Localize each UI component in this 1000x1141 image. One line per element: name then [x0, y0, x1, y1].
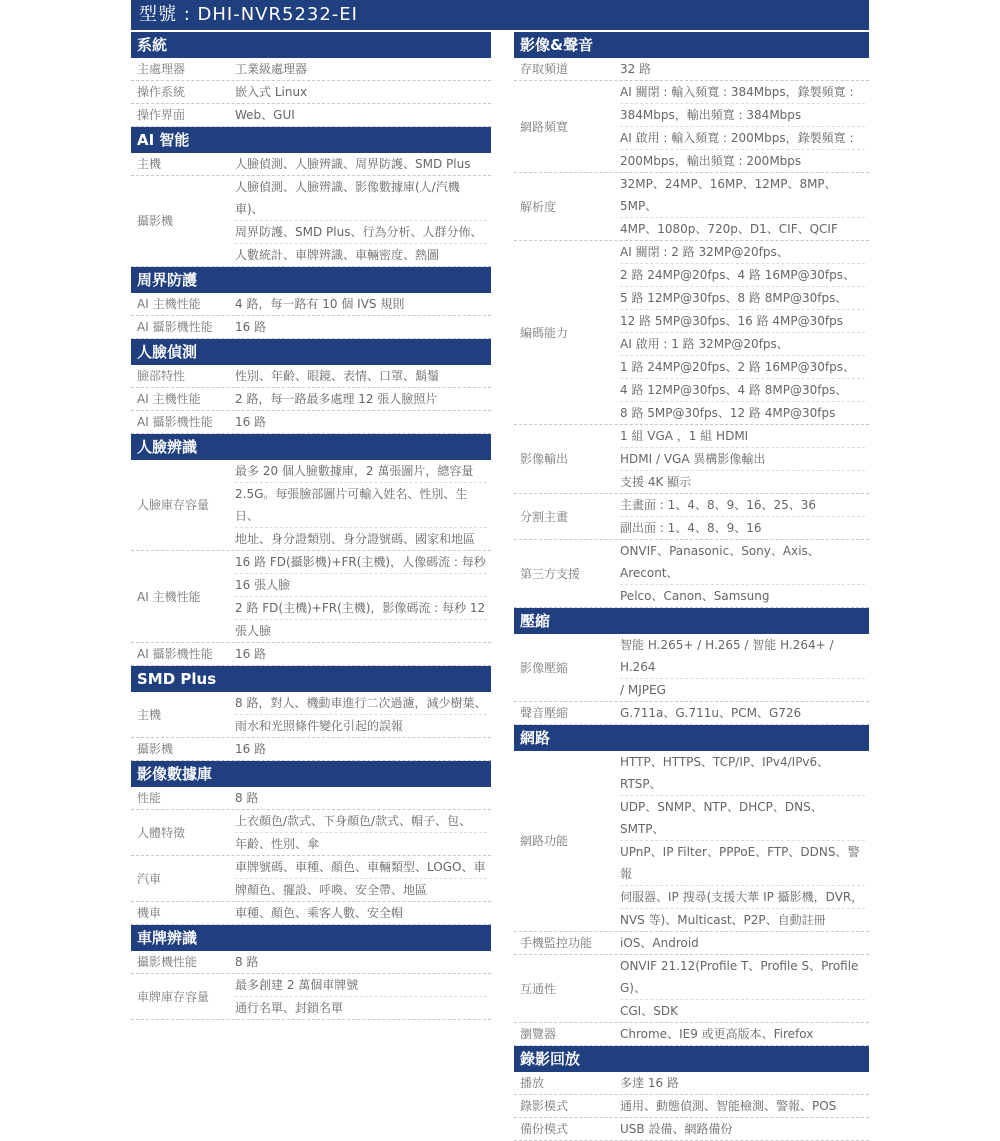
spec-value-line: 32 路 — [620, 62, 652, 76]
spec-row — [131, 551, 491, 643]
spec-value-line: ONVIF 21.12(Profile T、Profile S、Profile G)、 — [620, 955, 865, 1000]
spec-label: 主機 — [137, 707, 162, 722]
spec-value-line: 張人臉 — [235, 624, 272, 638]
spec-label: 性能 — [137, 791, 162, 805]
spec-label: AI 攝影機性能 — [137, 415, 213, 429]
spec-row — [514, 702, 869, 725]
spec-label: 存取頻道 — [520, 62, 569, 76]
spec-value — [235, 810, 491, 855]
spec-value — [620, 702, 869, 724]
spec-label: 備份模式 — [520, 1122, 569, 1136]
spec-value-line: CGI、SDK — [620, 1004, 678, 1018]
spec-value-line: 工業級處理器 — [235, 62, 308, 76]
spec-value-line: 8 路，對人、機動車進行二次過濾，減少樹葉、 — [235, 692, 487, 715]
spec-value — [235, 692, 491, 737]
spec-value-line: 性別、年齡、眼鏡、表情、口罩、鬍鬚 — [235, 369, 440, 383]
spec-label: AI 主機性能 — [137, 392, 201, 406]
spec-value — [235, 787, 491, 809]
model-title: 型號 : DHI-NVR5232-EI — [139, 4, 358, 25]
spec-label: 錄影模式 — [520, 1099, 569, 1113]
spec-label: 分割主畫 — [520, 509, 569, 524]
spec-value — [620, 58, 869, 80]
spec-label: 解析度 — [520, 199, 557, 214]
spec-value-line: 車牌號碼、車種、顏色、車輛類型、LOGO、車 — [235, 856, 487, 879]
spec-value-line: AI 關閉 : 輸入頻寬 : 384Mbps，錄製頻寬 : — [620, 81, 865, 104]
spec-row — [131, 738, 491, 761]
spec-label: 人臉庫存容量 — [137, 498, 210, 512]
spec-value — [235, 293, 491, 315]
spec-value-line: ONVIF、Panasonic、Sony、Axis、Arecont、 — [620, 540, 865, 585]
spec-value-line: UDP、SNMP、NTP、DHCP、DNS、SMTP、 — [620, 796, 865, 841]
spec-row — [514, 173, 869, 241]
spec-value-line: 16 路 FD(攝影機)+FR(主機)，人像碼流 : 每秒 — [235, 551, 487, 574]
section-header: AI 智能 — [131, 127, 491, 153]
spec-label: 臉部特性 — [137, 369, 186, 383]
spec-label: 操作系統 — [137, 85, 186, 99]
spec-label: 主處理器 — [137, 62, 186, 76]
section-header: 網路 — [514, 725, 869, 751]
spec-row — [131, 951, 491, 974]
spec-label: 攝影機 — [137, 214, 174, 228]
spec-label: 編碼能力 — [520, 325, 569, 340]
spec-value-line: 16 張人臉 — [235, 574, 487, 597]
spec-row — [131, 810, 491, 856]
spec-value — [235, 58, 491, 80]
right-column — [514, 32, 869, 1141]
spec-value — [620, 751, 869, 931]
spec-value-line: 嵌入式 Linux — [235, 85, 308, 99]
spec-row — [131, 153, 491, 176]
spec-value-line: 4 路 12MP@30fps、4 路 8MP@30fps、 — [620, 379, 865, 402]
spec-value — [235, 551, 491, 642]
spec-label: 人體特徵 — [137, 825, 186, 840]
spec-row — [131, 787, 491, 810]
spec-value — [235, 316, 491, 338]
spec-row — [131, 58, 491, 81]
spec-value-line: 牌顏色、擺設、呼喚、安全帶、地區 — [235, 883, 428, 897]
spec-row — [131, 293, 491, 316]
spec-value — [235, 643, 491, 665]
section-header: 錄影回放 — [514, 1046, 869, 1072]
spec-value — [620, 1095, 869, 1117]
spec-value — [235, 176, 491, 266]
spec-label: 瀏覽器 — [520, 1027, 557, 1041]
spec-label: 攝影機性能 — [137, 955, 198, 969]
spec-value-line: AI 啟用 : 1 路 32MP@20fps、 — [620, 333, 865, 356]
spec-value-line: 支援 4K 顯示 — [620, 475, 692, 489]
spec-label: AI 攝影機性能 — [137, 320, 213, 334]
spec-label: 影像輸出 — [520, 452, 569, 466]
spec-row — [514, 751, 869, 932]
spec-value — [620, 634, 869, 701]
spec-row — [514, 425, 869, 494]
spec-value-line: HTTP、HTTPS、TCP/IP、IPv4/IPv6、RTSP、 — [620, 751, 865, 796]
spec-value-line: 8 路 — [235, 955, 259, 969]
spec-row — [514, 494, 869, 540]
spec-value — [235, 411, 491, 433]
spec-value — [620, 540, 869, 607]
spec-row — [131, 974, 491, 1020]
spec-value-line: 8 路 5MP@30fps、12 路 4MP@30fps — [620, 406, 836, 420]
spec-value-line: 2.5G。每張臉部圖片可輸入姓名、性別、生日、 — [235, 483, 487, 528]
model-title-bar — [131, 0, 869, 30]
spec-value-line: 人臉偵測、人臉辨識、周界防護、SMD Plus — [235, 157, 471, 171]
spec-value-line: 周界防護、SMD Plus、行為分析、人群分佈、 — [235, 221, 487, 244]
spec-value-line: 2 路 24MP@20fps、4 路 16MP@30fps、 — [620, 264, 865, 287]
spec-value — [235, 153, 491, 175]
spec-row — [131, 902, 491, 925]
spec-row — [131, 365, 491, 388]
spec-value — [235, 460, 491, 550]
spec-label: AI 主機性能 — [137, 589, 201, 604]
spec-value-line: 人臉偵測、人臉辨識、影像數據庫(人/汽機車)、 — [235, 176, 487, 221]
section-header: 壓縮 — [514, 608, 869, 634]
spec-row — [514, 1095, 869, 1118]
spec-row — [514, 1118, 869, 1141]
spec-value-line: 副出面 : 1、4、8、9、16 — [620, 521, 762, 535]
spec-value — [235, 951, 491, 973]
section-header: 車牌辨識 — [131, 925, 491, 951]
spec-row — [514, 1072, 869, 1095]
spec-value-line: AI 啟用 : 輸入頻寬 : 200Mbps，錄製頻寬 : — [620, 127, 865, 150]
spec-label: AI 攝影機性能 — [137, 647, 213, 661]
spec-row — [514, 241, 869, 425]
spec-value — [620, 932, 869, 954]
spec-value-line: 16 路 — [235, 742, 267, 756]
spec-value-line: 人數統計、車牌辨識、車輛密度、熱圖 — [235, 248, 440, 262]
section-header: 系統 — [131, 32, 491, 58]
spec-row — [514, 634, 869, 702]
spec-label: 互通性 — [520, 981, 557, 996]
spec-value — [620, 81, 869, 172]
spec-value-line: 地址、身分證類別、身分證號碼、國家和地區 — [235, 532, 476, 546]
section-header: 影像數據庫 — [131, 761, 491, 787]
spec-row — [131, 316, 491, 339]
spec-value — [235, 738, 491, 760]
spec-row — [514, 81, 869, 173]
spec-label: 網路功能 — [520, 834, 569, 848]
spec-value-line: 雨水和光照條件變化引起的誤報 — [235, 719, 404, 733]
spec-value — [620, 1118, 869, 1140]
spec-value-line: 最多創建 2 萬個車牌號 — [235, 974, 487, 997]
spec-label: 操作界面 — [137, 108, 186, 122]
spec-value-line: 伺服器、IP 搜尋(支援大華 IP 攝影機，DVR， — [620, 886, 865, 909]
spec-row — [514, 932, 869, 955]
spec-value-line: 年齡、性別、傘 — [235, 837, 320, 851]
spec-row — [131, 176, 491, 267]
spec-value-line: 16 路 — [235, 415, 267, 429]
section-header: 人臉辨識 — [131, 434, 491, 460]
spec-value-line: HDMI / VGA 異構影像輸出 — [620, 448, 865, 471]
spec-label: 手機監控功能 — [520, 936, 593, 950]
section-header: 人臉偵測 — [131, 339, 491, 365]
spec-value-line: iOS、Android — [620, 936, 699, 950]
spec-value — [620, 173, 869, 240]
spec-value — [235, 856, 491, 901]
spec-value-line: 主畫面 : 1、4、8、9、16、25、36 — [620, 494, 865, 517]
spec-row — [131, 411, 491, 434]
spec-label: 聲音壓縮 — [520, 706, 569, 720]
spec-value — [620, 425, 869, 493]
spec-label: 影像壓縮 — [520, 660, 569, 675]
spec-value-line: 通行名單、封鎖名單 — [235, 1001, 344, 1015]
spec-value-line: 16 路 — [235, 647, 267, 661]
spec-value-line: AI 關閉 : 2 路 32MP@20fps、 — [620, 241, 865, 264]
spec-value-line: Chrome、IE9 或更高版本、Firefox — [620, 1027, 814, 1041]
spec-value-line: G.711a、G.711u、PCM、G726 — [620, 706, 802, 720]
spec-row — [131, 104, 491, 127]
spec-value-line: 200Mbps，輸出頻寬 : 200Mbps — [620, 154, 802, 168]
spec-value-line: 5 路 12MP@30fps、8 路 8MP@30fps、 — [620, 287, 865, 310]
spec-row — [131, 388, 491, 411]
spec-value-line: 384Mbps，輸出頻寬 : 384Mbps — [620, 104, 865, 127]
spec-label: 機車 — [137, 906, 162, 920]
spec-value — [620, 955, 869, 1022]
spec-value-line: USB 設備、網路備份 — [620, 1122, 733, 1136]
spec-value — [235, 365, 491, 387]
spec-value-line: / MJPEG — [620, 683, 666, 697]
spec-row — [131, 692, 491, 738]
spec-value — [235, 902, 491, 924]
spec-value — [235, 81, 491, 103]
spec-value-line: 智能 H.265+ / H.265 / 智能 H.264+ / H.264 — [620, 634, 865, 679]
spec-value-line: 16 路 — [235, 320, 267, 334]
spec-value-line: 上衣顏色/款式、下身顏色/款式、帽子、包、 — [235, 810, 487, 833]
spec-value-line: 2 路 FD(主機)+FR(主機)，影像碼流 : 每秒 12 — [235, 597, 487, 620]
spec-value-line: 2 路，每一路最多處理 12 張人臉照片 — [235, 392, 438, 406]
spec-value — [620, 1023, 869, 1045]
spec-value — [235, 388, 491, 410]
spec-value-line: 4 路，每一路有 10 個 IVS 規則 — [235, 297, 405, 311]
spec-row — [514, 58, 869, 81]
section-header: 周界防護 — [131, 267, 491, 293]
spec-label: AI 主機性能 — [137, 297, 201, 311]
spec-value-line: 12 路 5MP@30fps、16 路 4MP@30fps — [620, 310, 865, 333]
spec-row — [514, 1023, 869, 1046]
spec-value-line: 8 路 — [235, 791, 259, 805]
spec-value-line: UPnP、IP Filter、PPPoE、FTP、DDNS、警報 — [620, 841, 865, 886]
spec-label: 車牌庫存容量 — [137, 989, 210, 1004]
spec-label: 第三方支援 — [520, 566, 581, 581]
spec-value-line: 32MP、24MP、16MP、12MP、8MP、5MP、 — [620, 173, 865, 218]
spec-value — [620, 1072, 869, 1094]
left-column — [131, 32, 491, 1020]
spec-label: 網路頻寬 — [520, 119, 569, 134]
spec-label: 攝影機 — [137, 742, 174, 756]
spec-label: 播放 — [520, 1076, 545, 1090]
spec-sheet — [131, 0, 869, 1136]
spec-value-line: 最多 20 個人臉數據庫，2 萬張圖片，總容量 — [235, 460, 487, 483]
spec-value-line: 1 組 VGA ，1 組 HDMI — [620, 425, 865, 448]
spec-value — [620, 241, 869, 424]
spec-row — [131, 856, 491, 902]
spec-row — [131, 643, 491, 666]
spec-value-line: 4MP、1080p、720p、D1、CIF、QCIF — [620, 222, 838, 236]
spec-label: 汽車 — [137, 871, 162, 886]
spec-value-line: Pelco、Canon、Samsung — [620, 589, 770, 603]
spec-value-line: 多達 16 路 — [620, 1076, 679, 1090]
spec-value-line: NVS 等)、Multicast、P2P、自動註冊 — [620, 913, 826, 927]
spec-value-line: 車種、顏色、乘客人數、安全帽 — [235, 906, 404, 920]
section-header: SMD Plus — [131, 666, 491, 692]
spec-value-line: Web、GUI — [235, 108, 295, 122]
spec-value-line: 通用、動態偵測、智能檢測、警報、POS — [620, 1099, 837, 1113]
spec-row — [514, 540, 869, 608]
spec-value — [620, 494, 869, 539]
spec-row — [514, 955, 869, 1023]
spec-row — [131, 460, 491, 551]
spec-value — [235, 104, 491, 126]
spec-label: 主機 — [137, 157, 162, 171]
section-header: 影像&聲音 — [514, 32, 869, 58]
spec-value — [235, 974, 491, 1019]
spec-row — [131, 81, 491, 104]
spec-value-line: 1 路 24MP@20fps、2 路 16MP@30fps、 — [620, 356, 865, 379]
